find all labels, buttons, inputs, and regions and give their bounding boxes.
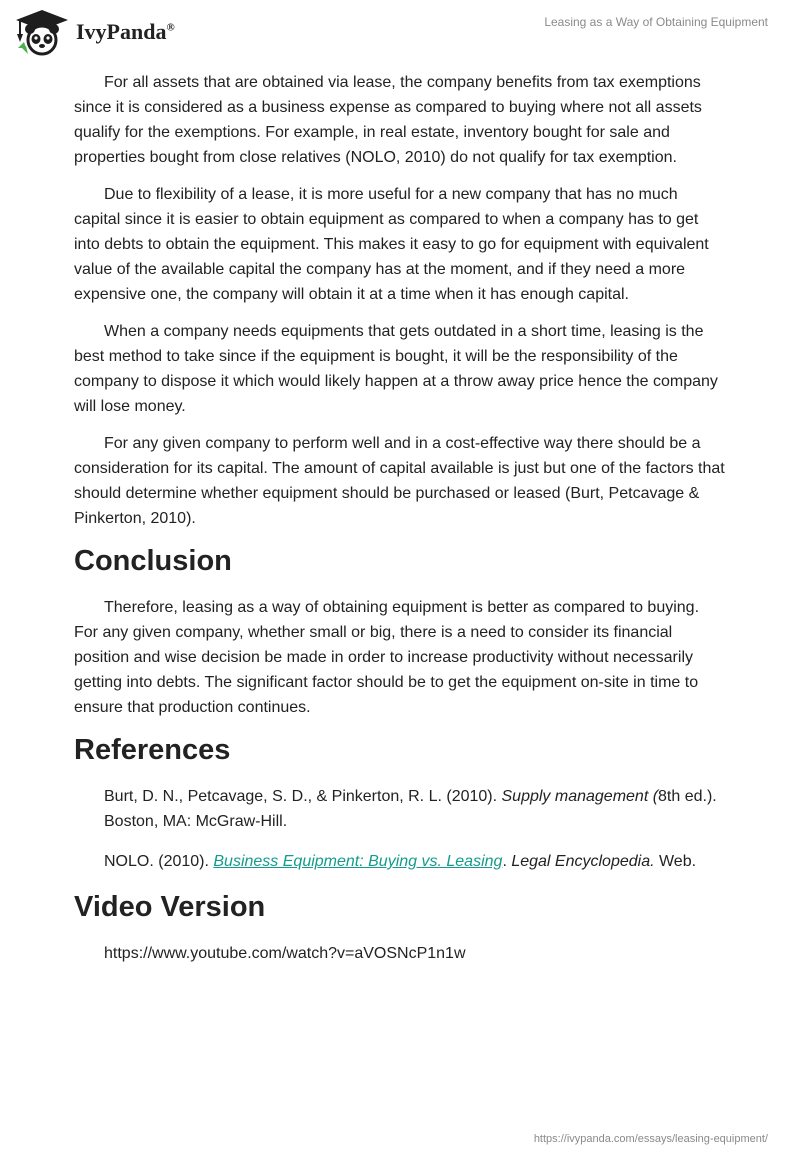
- panda-graduate-icon: [14, 8, 70, 56]
- footer-url[interactable]: https://ivypanda.com/essays/leasing-equipment/: [533, 1133, 768, 1145]
- reference-link[interactable]: Business Equipment: Buying vs. Leasing: [213, 853, 503, 870]
- body-paragraph: For all assets that are obtained via lease, the company benefits from tax exemptions since it is considered as a business expense as compared to buying where not all assets qualify for the exemptions. For example, in real estate, inventory bought for sale and properties bought from close relatives (NOLO, 2010) do not qualify for tax exemption.: [74, 74, 702, 166]
- reference-item: Burt, D. N., Petcavage, S. D., & Pinkerton, R. L. (2010). Supply management (8th ed.). Boston, MA: McGraw-Hill.: [104, 788, 717, 830]
- body-paragraph: For any given company to perform well and in a cost-effective way there should be a consideration for its capital. The amount of capital available is just but one of the factors that should determine whether equipment should be purchased or leased (Burt, Petcavage & Pinkerton, 2010).: [74, 435, 725, 527]
- page-header: [0, 0, 800, 60]
- essay-content: [74, 70, 726, 978]
- video-url[interactable]: https://www.youtube.com/watch?v=aVOSNcP1n1w: [104, 945, 466, 962]
- body-paragraph: Due to flexibility of a lease, it is more useful for a new company that has no much capital since it is easier to obtain equipment as compared to when a company has to get into debts to obtain the equipment. This makes it easy to go for equipment with equivalent value of the available capital the company has at the moment, and if they need a more expensive one, the company will obtain it at a time when it has enough capital.: [74, 186, 709, 303]
- brand-logo[interactable]: [14, 8, 175, 56]
- brand-name: IvyPanda®: [76, 19, 175, 44]
- conclusion-paragraph: Therefore, leasing as a way of obtaining equipment is better as compared to buying. For any given company, whether small or big, there is a need to consider its financial position and wise decision be made in order to increase productivity without necessarily getting into debts. The significant factor should be to get the equipment on-site in time to ensure that production continues.: [74, 599, 700, 716]
- reference-item: NOLO. (2010). Business Equipment: Buying vs. Leasing. Legal Encyclopedia. Web.: [104, 853, 697, 870]
- video-heading: Video Version: [74, 891, 266, 923]
- conclusion-heading: Conclusion: [74, 545, 232, 577]
- document-title: Leasing as a Way of Obtaining Equipment: [544, 15, 768, 29]
- body-paragraph: When a company needs equipments that gets outdated in a short time, leasing is the best method to take since if the equipment is bought, it will be the responsibility of the company to dispose it which would likely happen at a throw away price hence the company will lose money.: [74, 323, 718, 415]
- references-heading: References: [74, 734, 231, 766]
